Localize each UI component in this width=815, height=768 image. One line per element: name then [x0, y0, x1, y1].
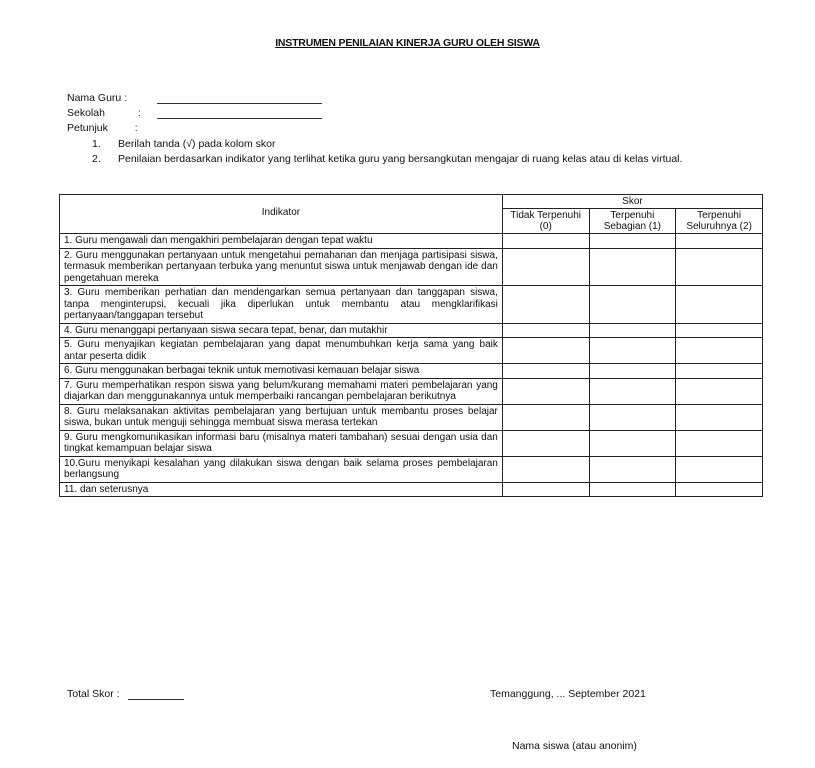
indikator-cell: 8. Guru melaksanakan aktivitas pembelajaran yang bertujuan untuk membantu proses belajar siswa, bukan untuk menguji sehingga membuat siswa merasa tertekan [60, 404, 503, 430]
score-cell[interactable] [589, 482, 676, 497]
score-cell[interactable] [676, 234, 763, 249]
table-row [60, 378, 763, 404]
indikator-cell: 5. Guru menyajikan kegiatan pembelajaran yang dapat menumbuhkan kerja sama yang baik antar peserta didik [60, 338, 503, 364]
score-cell[interactable] [502, 404, 589, 430]
score-cell[interactable] [502, 248, 589, 286]
table-row [60, 482, 763, 497]
score-cell[interactable] [589, 378, 676, 404]
page-title: INSTRUMEN PENILAIAN KINERJA GURU OLEH SISWA [275, 37, 540, 49]
indikator-cell: 3. Guru memberikan perhatian dan mendengarkan semua pertanyaan dan tanggapan siswa, tanpa menginterupsi, kecuali jika diperlukan untuk membantu atau mengklarifikasi pertanyaan/tanggapan tersebut [60, 286, 503, 324]
petunjuk-label: Petunjuk [67, 122, 108, 134]
skor-column-header: Tidak Terpenuhi (0) [502, 209, 589, 234]
indikator-cell: 11. dan seterusnya [60, 482, 503, 497]
score-cell[interactable] [502, 364, 589, 379]
colon: : [134, 122, 138, 134]
score-cell[interactable] [676, 430, 763, 456]
table-row [60, 456, 763, 482]
score-cell[interactable] [502, 430, 589, 456]
instruction-item [92, 137, 732, 152]
score-cell[interactable] [676, 338, 763, 364]
nama-siswa: Nama siswa (atau anonim) [512, 740, 637, 752]
instruction-text: Berilah tanda (√) pada kolom skor [118, 138, 276, 150]
score-cell[interactable] [676, 323, 763, 338]
colon: : [137, 107, 141, 119]
table-row [60, 364, 763, 379]
score-cell[interactable] [589, 234, 676, 249]
indikator-cell: 6. Guru menggunakan berbagai teknik untuk memotivasi kemauan belajar siswa [60, 364, 503, 379]
score-cell[interactable] [676, 404, 763, 430]
nama-guru-field [67, 92, 322, 104]
assessment-table [59, 194, 763, 497]
indikator-header: Indikator [60, 195, 503, 234]
sekolah-field [67, 107, 322, 119]
score-cell[interactable] [502, 378, 589, 404]
skor-column-header: Terpenuhi Seluruhnya (2) [676, 209, 763, 234]
score-cell[interactable] [502, 338, 589, 364]
indikator-cell: 2. Guru menggunakan pertanyaan untuk mengetahui pemahanan dan menjaga partisipasi siswa, termasuk memberikan pertanyaan terbuka yang menuntut siswa untuk menjawab dengan ide dan pengetahuan mereka [60, 248, 503, 286]
skor-header: Skor [502, 195, 762, 209]
instruction-number: 1. [92, 138, 101, 150]
score-cell[interactable] [502, 286, 589, 324]
score-cell[interactable] [676, 248, 763, 286]
score-cell[interactable] [589, 430, 676, 456]
colon: : [124, 92, 128, 104]
score-cell[interactable] [589, 364, 676, 379]
nama-guru-label: Nama Guru [67, 92, 122, 104]
table-row [60, 430, 763, 456]
indikator-cell: 7. Guru memperhatikan respon siswa yang belum/kurang memahami materi pembelajaran yang diajarkan dan menggunakannya untuk memperbaiki rancangan pembelajaran berikutnya [60, 378, 503, 404]
sekolah-line [157, 108, 322, 119]
score-cell[interactable] [589, 248, 676, 286]
skor-column-header: Terpenuhi Sebagian (1) [589, 209, 676, 234]
instruction-item [92, 152, 732, 167]
score-cell[interactable] [589, 456, 676, 482]
score-cell[interactable] [676, 482, 763, 497]
score-cell[interactable] [502, 323, 589, 338]
table-row [60, 248, 763, 286]
table-row [60, 323, 763, 338]
score-cell[interactable] [502, 234, 589, 249]
instruction-number: 2. [92, 153, 101, 165]
petunjuk-field [67, 122, 149, 134]
score-cell[interactable] [676, 378, 763, 404]
table-row [60, 338, 763, 364]
score-cell[interactable] [589, 286, 676, 324]
score-cell[interactable] [589, 404, 676, 430]
instruction-text: Penilaian berdasarkan indikator yang terlihat ketika guru yang bersangkutan mengajar di ruang kelas atau di kelas virtual. [118, 153, 683, 165]
score-cell[interactable] [502, 482, 589, 497]
score-cell[interactable] [589, 338, 676, 364]
total-skor-label: Total Skor : [67, 688, 120, 700]
indikator-cell: 4. Guru menanggapi pertanyaan siswa secara tepat, benar, dan mutakhir [60, 323, 503, 338]
table-row [60, 404, 763, 430]
indikator-cell: 9. Guru mengkomunikasikan informasi baru (misalnya materi tambahan) sesuai dengan usia dan tingkat kemampuan belajar siswa [60, 430, 503, 456]
place-date: Temanggung, ... September 2021 [490, 688, 646, 700]
nama-guru-line [157, 93, 322, 104]
score-cell[interactable] [676, 364, 763, 379]
score-cell[interactable] [676, 456, 763, 482]
indikator-cell: 1. Guru mengawali dan mengakhiri pembelajaran dengan tepat waktu [60, 234, 503, 249]
score-cell[interactable] [676, 286, 763, 324]
sekolah-label: Sekolah [67, 107, 105, 119]
total-skor [67, 688, 184, 700]
indikator-cell: 10.Guru menyikapi kesalahan yang dilakukan siswa dengan baik selama proses pembelajaran berlangsung [60, 456, 503, 482]
table-row [60, 286, 763, 324]
score-cell[interactable] [502, 456, 589, 482]
total-skor-line [128, 689, 184, 700]
score-cell[interactable] [589, 323, 676, 338]
table-row [60, 234, 763, 249]
